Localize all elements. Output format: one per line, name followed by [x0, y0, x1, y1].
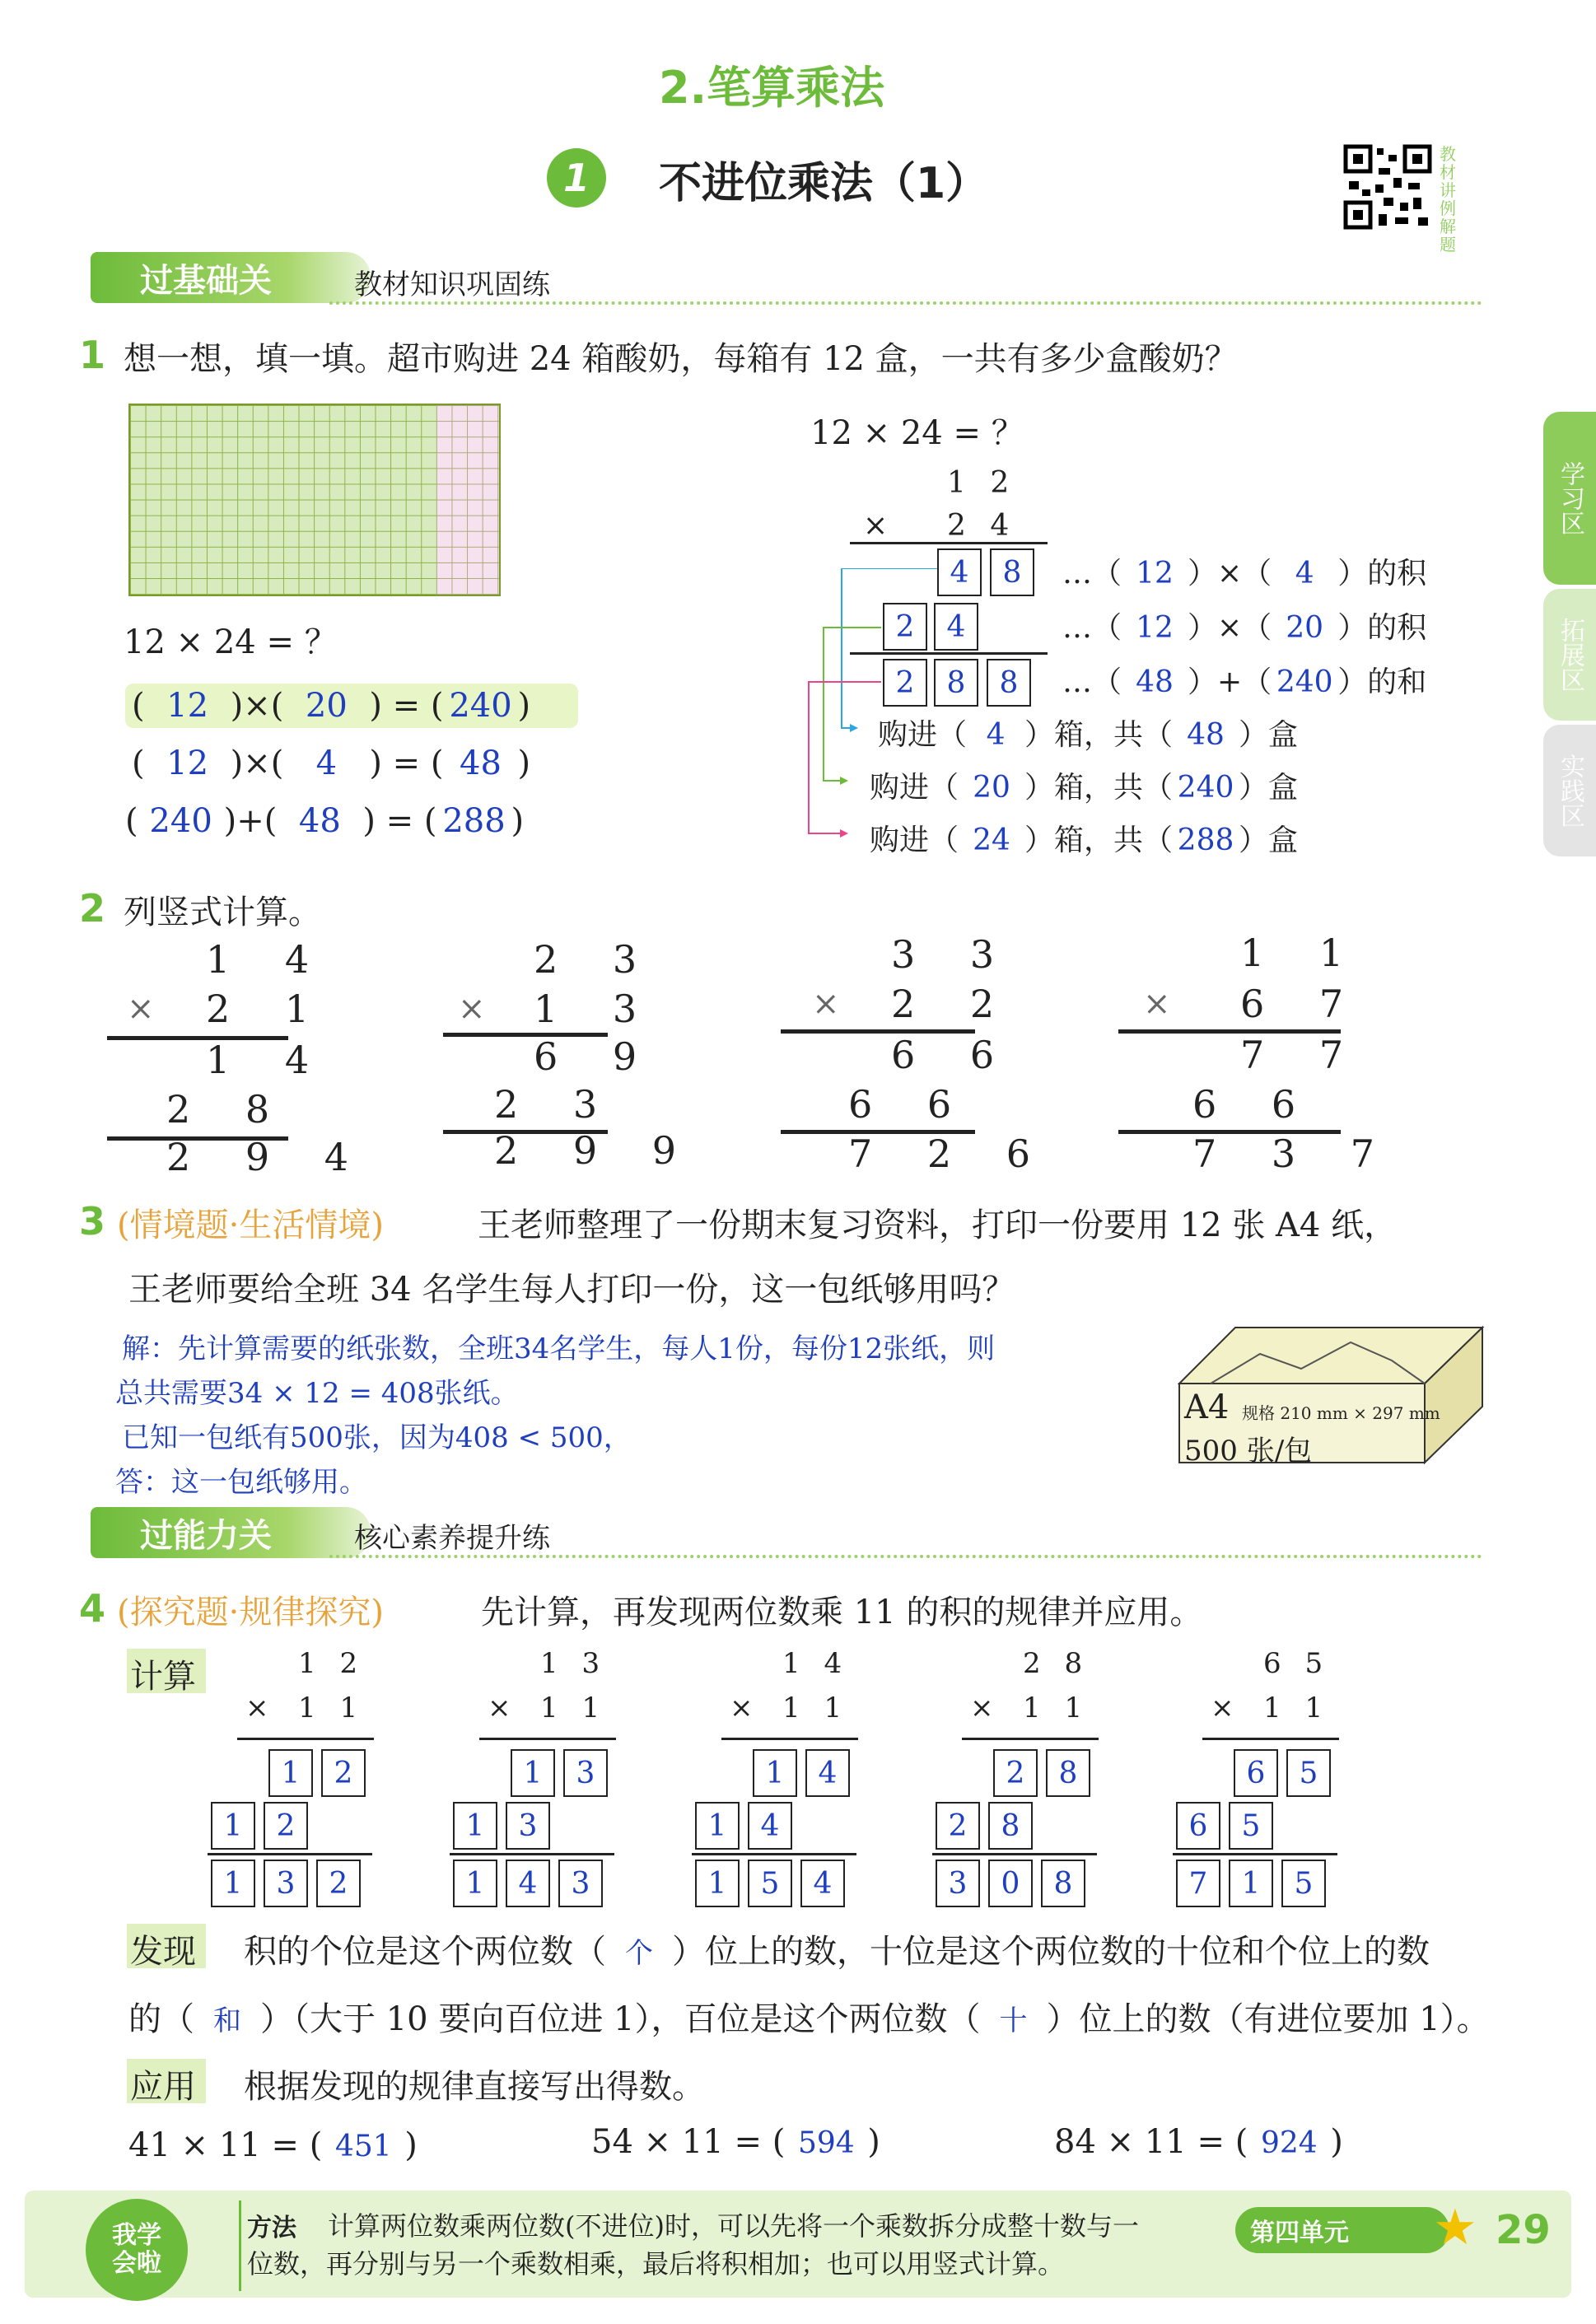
- q2-p2-a: 2 3: [534, 937, 659, 982]
- q4-p5: [1188, 1647, 1344, 1911]
- q4-apply3-c: ): [1330, 2123, 1343, 2161]
- qr-code-icon[interactable]: [1342, 143, 1433, 231]
- q1-r3-box[interactable]: 2: [883, 659, 927, 707]
- q4-box[interactable]: 3: [264, 1860, 308, 1907]
- q1-line1-b: 20: [305, 687, 348, 725]
- q2-p4-x: ×: [1143, 985, 1171, 1023]
- q1-expl1-post: ）的积: [1337, 557, 1427, 590]
- q1-line1-a: 12: [166, 687, 209, 725]
- q4-box[interactable]: 2: [264, 1802, 308, 1850]
- q4-apply3-a: 924: [1260, 2126, 1318, 2160]
- q4-p4-a: 2 8: [1023, 1647, 1083, 1680]
- q4-p2: [465, 1647, 621, 1911]
- side-tab-practice[interactable]: 实践区: [1543, 725, 1596, 856]
- q4-apply-item: [1054, 2123, 1343, 2161]
- q4-find-line2: [128, 1993, 1490, 2040]
- footer-method2: 位数，再分别与另一个乘数相乘，最后将积相加；也可以用竖式计算。: [247, 2248, 1065, 2280]
- q1-line: ( 12 )×( 4 ) = ( 48 ): [132, 744, 531, 782]
- q1-connectors: [799, 568, 964, 848]
- q4-apply-item: [128, 2126, 418, 2164]
- q4-p2-x: ×: [488, 1692, 511, 1724]
- q1-buy: [870, 817, 1298, 859]
- q1-expl2-post: ）的积: [1337, 611, 1427, 645]
- q1-buy2-mid: ）箱，共（: [1024, 771, 1174, 805]
- q2-p4-p1: 7 7: [1240, 1033, 1365, 1077]
- q4-find1b: 个: [625, 1937, 653, 1970]
- q1-expl1-op: ）×（: [1188, 557, 1272, 590]
- q4-apply2-q: 54 × 11 = (: [591, 2123, 786, 2161]
- banner-ability-label: 过能力关: [140, 1516, 272, 1555]
- q4-apply1-a: 451: [334, 2130, 392, 2163]
- footer-method1: 计算两位数乘两位数(不进位)时，可以先将一个乘数拆分成整十数与一: [328, 2210, 1139, 2242]
- q4-p5-x: ×: [1211, 1692, 1234, 1724]
- q4-find2b: 和: [213, 2004, 241, 2037]
- q3-text2: 王老师要给全班 34 名学生每人打印一份，这一包纸够用吗？: [128, 1271, 1015, 1309]
- q4-p2-line1: [479, 1738, 616, 1740]
- q4-box[interactable]: 3: [558, 1860, 603, 1907]
- q3-ans4: 答：这一包纸够用。: [115, 1466, 367, 1499]
- q1-expl: [1062, 550, 1426, 592]
- section-title: 2.笔算乘法: [659, 62, 885, 114]
- q4-box[interactable]: 8: [1041, 1860, 1085, 1907]
- q4-box[interactable]: 2: [993, 1749, 1038, 1797]
- q4-box[interactable]: 4: [748, 1802, 792, 1850]
- q1-expl2-op: ）×（: [1188, 611, 1272, 645]
- q2-p1-x: ×: [127, 990, 155, 1028]
- q2-p1-a: 1 4: [206, 937, 331, 982]
- q4-p4-b: 1 1: [1023, 1692, 1083, 1724]
- q4-calc-label: 计算: [130, 1658, 196, 1696]
- divider: [329, 301, 1482, 305]
- q1-buy2-a: 20: [973, 771, 1010, 805]
- q1-eq-top: 12 × 24 = ？: [810, 414, 1024, 452]
- q4-p5-line1: [1202, 1738, 1339, 1740]
- q2-p2-p1: 6 9: [534, 1034, 659, 1079]
- q1-line1-r: 240: [449, 687, 512, 725]
- q4-p5-a: 6 5: [1263, 1647, 1323, 1680]
- q4-box[interactable]: 1: [453, 1860, 497, 1907]
- side-tab-study[interactable]: 学习区: [1543, 412, 1596, 585]
- q1-buy2-pre: 购进（: [870, 771, 959, 805]
- q4-p2-line2: [450, 1853, 614, 1855]
- q4-find2d: 十: [999, 2004, 1028, 2037]
- q1-line: ( 12 )×( 20 ) = ( 240 ): [132, 687, 531, 725]
- q1-expl: [1062, 659, 1426, 701]
- q1-vert-line1: [850, 542, 1048, 544]
- q4-box[interactable]: 4: [800, 1860, 845, 1907]
- q4-text: 先计算，再发现两位数乘 11 的积的规律并应用。: [481, 1594, 1203, 1631]
- lesson-title: 不进位乘法（1）: [659, 159, 989, 208]
- q4-box[interactable]: 0: [988, 1860, 1033, 1907]
- q1-line2-b: 4: [315, 744, 338, 782]
- q1-r3-box[interactable]: 8: [987, 659, 1031, 707]
- q2-p2-r: 2 9 9: [494, 1128, 698, 1173]
- q1-buy3-a: 24: [973, 824, 1010, 857]
- q4-box[interactable]: 6: [1234, 1749, 1278, 1797]
- q1-buy3-b: 288: [1177, 824, 1234, 857]
- q1-buy1-mid: ）箱，共（: [1024, 718, 1174, 752]
- q1-vert-top: 1 2: [947, 466, 1010, 500]
- footer-unit: [1235, 2207, 1449, 2253]
- q1-line2-op: ×: [243, 744, 271, 782]
- q1-grid: [128, 404, 501, 596]
- q1-buy: [878, 712, 1298, 754]
- q4-p2-b: 1 1: [540, 1692, 600, 1724]
- q1-expl1-a: 12: [1136, 557, 1174, 590]
- q1-grid-pink: [436, 405, 499, 595]
- q1-line3-b: 48: [298, 802, 341, 840]
- q1-r2-box[interactable]: 4: [934, 603, 978, 651]
- q1-buy2-b: 240: [1177, 771, 1234, 805]
- q4-box[interactable]: 2: [936, 1802, 980, 1850]
- q4-p5-b: 1 1: [1263, 1692, 1323, 1724]
- q4-apply3-q: 84 × 11 = (: [1054, 2123, 1248, 2161]
- q4-find2e: ）位上的数（有进位要加 1）。: [1046, 2000, 1490, 2038]
- q4-p1-b: 1 1: [298, 1692, 358, 1724]
- q2-p3-p2: 6 6: [848, 1082, 973, 1127]
- q1-line3-op: +: [236, 802, 264, 840]
- q4-box[interactable]: 1: [211, 1802, 255, 1850]
- q4-p3-b: 1 1: [782, 1692, 842, 1724]
- q2-p3-r: 7 2 6: [848, 1132, 1052, 1176]
- q4-p4: [948, 1647, 1104, 1911]
- package-a4: A4: [1184, 1388, 1230, 1426]
- q2-p1-p2: 2 8: [166, 1087, 292, 1132]
- q1-number: 1: [79, 333, 106, 377]
- q2-p1-r: 2 9 4: [166, 1135, 371, 1179]
- q2-p2-x: ×: [458, 990, 486, 1028]
- q3-number: 3: [79, 1199, 106, 1244]
- q4-p3-line2: [692, 1853, 856, 1855]
- q4-box[interactable]: 2: [321, 1749, 366, 1797]
- q4-p4-x: ×: [970, 1692, 994, 1724]
- q4-find-line1: [244, 1925, 1496, 1972]
- q4-box[interactable]: 5: [1286, 1749, 1331, 1797]
- q2-p3-a: 3 3: [891, 932, 1016, 977]
- q1-expl3-a: 48: [1136, 665, 1174, 699]
- q2-p1-b: 2 1: [206, 987, 331, 1031]
- footer-badge: [86, 2199, 188, 2301]
- q4-box[interactable]: 5: [1281, 1860, 1326, 1907]
- q1-r2-box[interactable]: 2: [883, 603, 927, 651]
- q4-box[interactable]: 1: [1229, 1860, 1273, 1907]
- q4-p4-line2: [932, 1853, 1097, 1855]
- q2-number: 2: [79, 886, 106, 931]
- q4-apply-item: [591, 2123, 880, 2161]
- page-number: 29: [1496, 2207, 1551, 2253]
- q3-ans2: 总共需要34 × 12 = 408张纸。: [115, 1377, 519, 1410]
- q1-line: ( 240 )+( 48 ) = ( 288 ): [125, 802, 525, 840]
- q4-number: 4: [79, 1586, 106, 1631]
- q4-p3-line1: [721, 1738, 858, 1740]
- q4-box[interactable]: 6: [1176, 1802, 1220, 1850]
- q1-vert-mul: 2 4: [947, 509, 1010, 543]
- side-tab-extend[interactable]: 拓展区: [1543, 589, 1596, 721]
- q4-p3-a: 1 4: [782, 1647, 842, 1680]
- q4-p3: [707, 1647, 863, 1911]
- footer-unit-text: 第四单元: [1250, 2219, 1349, 2247]
- q1-expl2-b: 20: [1286, 611, 1324, 645]
- q1-grid-green: [130, 405, 436, 595]
- q3-ans3: 已知一包纸有500张，因为408 < 500，: [122, 1421, 632, 1454]
- q4-find2c: ）（大于 10 要向百位进 1），百位是这个两位数（: [260, 2000, 981, 2038]
- lesson-number-badge: 1: [547, 148, 606, 208]
- q1-r3-box[interactable]: 8: [934, 659, 978, 707]
- q4-p2-a: 1 3: [540, 1647, 600, 1680]
- q4-box[interactable]: 3: [936, 1860, 980, 1907]
- q4-tag: (探究题·规律探究): [117, 1594, 384, 1631]
- q2-p4-p2: 6 6: [1192, 1082, 1318, 1127]
- q4-find-label: 发现: [130, 1933, 196, 1971]
- q1-line2-a: 12: [166, 744, 209, 782]
- q1-line3-r: 288: [442, 802, 506, 840]
- q1-vert-x: ×: [863, 509, 889, 543]
- q1-expl1-pre: …（: [1062, 557, 1122, 590]
- q4-find1c: ）位上的数，十位是这个两位数的十位和个位上的数: [672, 1933, 1430, 1971]
- q4-p3-x: ×: [730, 1692, 754, 1724]
- q1-buy: [870, 764, 1298, 806]
- package-count: 500 张/包: [1184, 1435, 1313, 1468]
- q1-text: 想一想，填一填。超市购进 24 箱酸奶，每箱有 12 盒，一共有多少盒酸奶？: [124, 340, 1238, 378]
- q2-p2-b: 1 3: [534, 987, 659, 1031]
- q4-find1a: 积的个位是这个两位数（: [244, 1933, 606, 1971]
- q3-text1: 王老师整理了一份期末复习资料，打印一份要用 12 张 A4 纸，: [478, 1206, 1398, 1244]
- q4-p1-a: 1 2: [298, 1647, 358, 1680]
- qr-label: 教材讲例解题: [1440, 144, 1456, 254]
- q1-r1-box[interactable]: 8: [990, 548, 1034, 596]
- q4-box[interactable]: 4: [506, 1860, 550, 1907]
- footer-divider: [239, 2200, 241, 2291]
- q4-p5-line2: [1173, 1853, 1337, 1855]
- q1-expl2-pre: …（: [1062, 611, 1122, 645]
- banner-ability-sub: 核心素养提升练: [354, 1522, 550, 1555]
- q1-buy3-mid: ）箱，共（: [1024, 824, 1174, 857]
- q4-box[interactable]: 3: [506, 1802, 550, 1850]
- q3-ans1: 解：先计算需要的纸张数，全班34名学生，每人1份，每份12张纸，则: [122, 1332, 996, 1365]
- star-mascot-icon: ★: [1433, 2199, 1477, 2256]
- q4-p1-line2: [208, 1853, 372, 1855]
- q1-expl3-post: ）的和: [1337, 665, 1427, 699]
- q4-apply1-c: ): [404, 2126, 418, 2164]
- q1-expl: [1062, 604, 1426, 646]
- q1-buy1-pre: 购进（: [878, 718, 968, 752]
- footer-badge-text: 我学会啦: [112, 2221, 161, 2278]
- q1-eq-left: 12 × 24 = ？: [124, 623, 338, 661]
- q4-p4-line1: [962, 1738, 1099, 1740]
- q2-text: 列竖式计算。: [124, 894, 321, 931]
- divider: [329, 1555, 1482, 1558]
- q1-buy1-b: 48: [1187, 718, 1225, 752]
- q4-box[interactable]: 3: [563, 1749, 608, 1797]
- q1-line1-op: ×: [243, 687, 271, 725]
- package-spec: 规格 210 mm × 297 mm: [1242, 1403, 1440, 1423]
- q1-expl3-b: 240: [1276, 665, 1333, 699]
- q4-p1-x: ×: [245, 1692, 269, 1724]
- q2-p1-p1: 1 4: [206, 1038, 331, 1082]
- q4-box[interactable]: 1: [211, 1860, 255, 1907]
- q1-buy3-post: ）盒: [1239, 824, 1299, 857]
- q1-buy1-post: ）盒: [1239, 718, 1299, 752]
- q4-apply2-a: 594: [797, 2126, 855, 2160]
- q1-expl3-pre: …（: [1062, 665, 1122, 699]
- q1-expl2-a: 12: [1136, 611, 1174, 645]
- q2-p4-a: 1 1: [1240, 931, 1365, 975]
- q4-box[interactable]: 1: [695, 1802, 740, 1850]
- q1-expl1-b: 4: [1295, 557, 1314, 590]
- q4-apply2-c: ): [867, 2123, 880, 2161]
- q2-p2-p2: 2 3: [494, 1082, 619, 1127]
- q4-box[interactable]: 1: [753, 1749, 797, 1797]
- q3-tag: (情境题·生活情境): [117, 1206, 384, 1244]
- q2-p3-b: 2 2: [891, 982, 1016, 1026]
- banner-basic-label: 过基础关: [140, 261, 272, 300]
- q1-r1-box[interactable]: 4: [937, 548, 982, 596]
- banner-basic: [91, 252, 371, 303]
- q4-apply-label: 应用: [130, 2068, 196, 2106]
- q1-expl3-op: ）+（: [1188, 665, 1272, 699]
- q4-box[interactable]: 8: [988, 1802, 1033, 1850]
- q4-box[interactable]: 5: [1229, 1802, 1273, 1850]
- q4-box[interactable]: 5: [748, 1860, 792, 1907]
- banner-basic-sub: 教材知识巩固练: [354, 268, 550, 301]
- q1-buy3-pre: 购进（: [870, 824, 959, 857]
- q4-p1: [223, 1647, 379, 1911]
- q4-box[interactable]: 2: [316, 1860, 361, 1907]
- q2-p4-r: 7 3 7: [1192, 1132, 1397, 1176]
- q4-apply1-q: 41 × 11 = (: [128, 2126, 323, 2164]
- q1-buy1-a: 4: [986, 718, 1006, 752]
- q1-line3-a: 240: [149, 802, 212, 840]
- q4-box[interactable]: 1: [511, 1749, 555, 1797]
- q4-box[interactable]: 4: [805, 1749, 850, 1797]
- q4-find2a: 的（: [128, 2000, 194, 2038]
- q4-box[interactable]: 7: [1176, 1860, 1220, 1907]
- q1-line2-r: 48: [460, 744, 502, 782]
- footer-method-label: 方法: [247, 2214, 296, 2242]
- q1-buy2-post: ）盒: [1239, 771, 1299, 805]
- q2-p3-x: ×: [812, 985, 840, 1023]
- q2-p3-p1: 6 6: [891, 1033, 1016, 1077]
- q4-box[interactable]: 1: [695, 1860, 740, 1907]
- q2-p4-b: 6 7: [1240, 982, 1365, 1026]
- q4-p1-line1: [237, 1738, 374, 1740]
- banner-ability: [91, 1507, 371, 1558]
- q4-box[interactable]: 1: [453, 1802, 497, 1850]
- q4-apply-text: 根据发现的规律直接写出得数。: [244, 2068, 705, 2106]
- q4-box[interactable]: 8: [1046, 1749, 1090, 1797]
- q4-box[interactable]: 1: [268, 1749, 313, 1797]
